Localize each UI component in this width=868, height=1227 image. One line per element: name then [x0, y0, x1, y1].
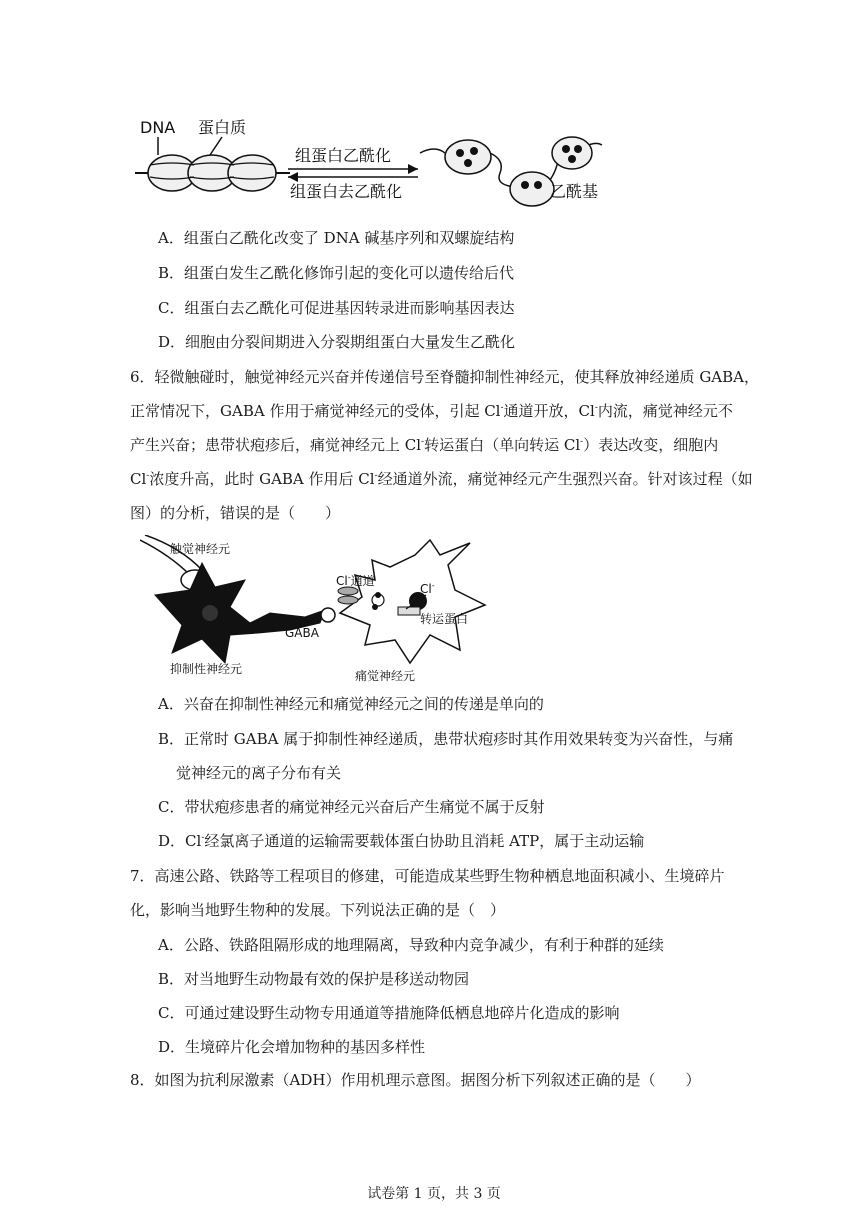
- q5-option-a: A．组蛋白乙酰化改变了 DNA 碱基序列和双螺旋结构: [158, 229, 515, 247]
- protein-label: 蛋白质: [198, 118, 247, 137]
- q7-stem-line2: 化，影响当地野生物种的发展。下列说法正确的是（ ）: [130, 901, 506, 919]
- dna-label: DNA: [140, 118, 176, 137]
- q6-stem-line4: Cl-浓度升高，此时 GABA 作用后 Cl-经通道外流，痛觉神经元产生强烈兴奋。针对该过程（如: [130, 470, 753, 488]
- q6-stem-line2: 正常情况下，GABA 作用于痛觉神经元的受体，引起 Cl-通道开放，Cl-内流，痛觉神经元不: [130, 402, 733, 420]
- q6-option-c: C．带状疱疹患者的痛觉神经元兴奋后产生痛觉不属于反射: [158, 798, 545, 816]
- deacetylation-label: 组蛋白去乙酰化: [290, 182, 403, 201]
- q6-option-b-line1: B．正常时 GABA 属于抑制性神经递质，患带状疱疹时其作用效果转变为兴奋性，与痛: [158, 730, 734, 748]
- q6-stem-line3: 产生兴奋；患带状疱疹后，痛觉神经元上 Cl-转运蛋白（单向转运 Cl-）表达改变，细胞内: [130, 436, 719, 454]
- q5-option-b: B．组蛋白发生乙酰化修饰引起的变化可以遗传给后代: [158, 264, 515, 282]
- q6-option-b-line2: 觉神经元的离子分布有关: [176, 764, 342, 782]
- page-footer: 试卷第 1 页，共 3 页: [367, 1186, 501, 1202]
- q6-stem-line1: 6．轻微触碰时，触觉神经元兴奋并传递信号至脊髓抑制性神经元，使其释放神经递质 GABA，: [130, 368, 759, 386]
- transporter-label: 转运蛋白: [420, 612, 469, 626]
- histone-acetylation-figure: [130, 105, 610, 215]
- q7-option-a: A．公路、铁路阻隔形成的地理隔离，导致种内竞争减少，有利于种群的延续: [158, 936, 664, 954]
- acetyl-label: 乙酰基: [550, 182, 599, 201]
- q5-option-d: D．细胞由分裂间期进入分裂期组蛋白大量发生乙酰化: [158, 333, 516, 351]
- q5-option-c: C．组蛋白去乙酰化可促进基因转录进而影响基因表达: [158, 299, 515, 317]
- q7-stem-line1: 7．高速公路、铁路等工程项目的修建，可能造成某些野生物种栖息地面积减小、生境碎片: [130, 867, 725, 885]
- cl-channel-label: Cl-通道: [336, 573, 375, 588]
- q6-option-d: D．Cl-经氯离子通道的运输需要载体蛋白协助且消耗 ATP，属于主动运输: [158, 832, 645, 850]
- q7-option-b: B．对当地野生动物最有效的保护是移送动物园: [158, 970, 470, 988]
- q7-option-c: C．可通过建设野生动物专用通道等措施降低栖息地碎片化造成的影响: [158, 1004, 620, 1022]
- gaba-label: GABA: [285, 626, 319, 640]
- q7-option-d: D．生境碎片化会增加物种的基因多样性: [158, 1038, 426, 1056]
- pain-neuron-label: 痛觉神经元: [355, 669, 416, 683]
- touch-neuron-label: 触觉神经元: [170, 542, 231, 556]
- inhibitory-neuron-label: 抑制性神经元: [170, 662, 243, 676]
- cl-ion-label: Cl-: [420, 581, 435, 596]
- acetylation-label: 组蛋白乙酰化: [295, 146, 392, 165]
- q6-stem-line5: 图）的分析，错误的是（ ）: [130, 504, 341, 522]
- neuron-figure: [140, 535, 500, 685]
- q8-stem-line1: 8．如图为抗利尿激素（ADH）作用机理示意图。据图分析下列叙述正确的是（ ）: [130, 1071, 701, 1089]
- q6-option-a: A．兴奋在抑制性神经元和痛觉神经元之间的传递是单向的: [158, 695, 544, 713]
